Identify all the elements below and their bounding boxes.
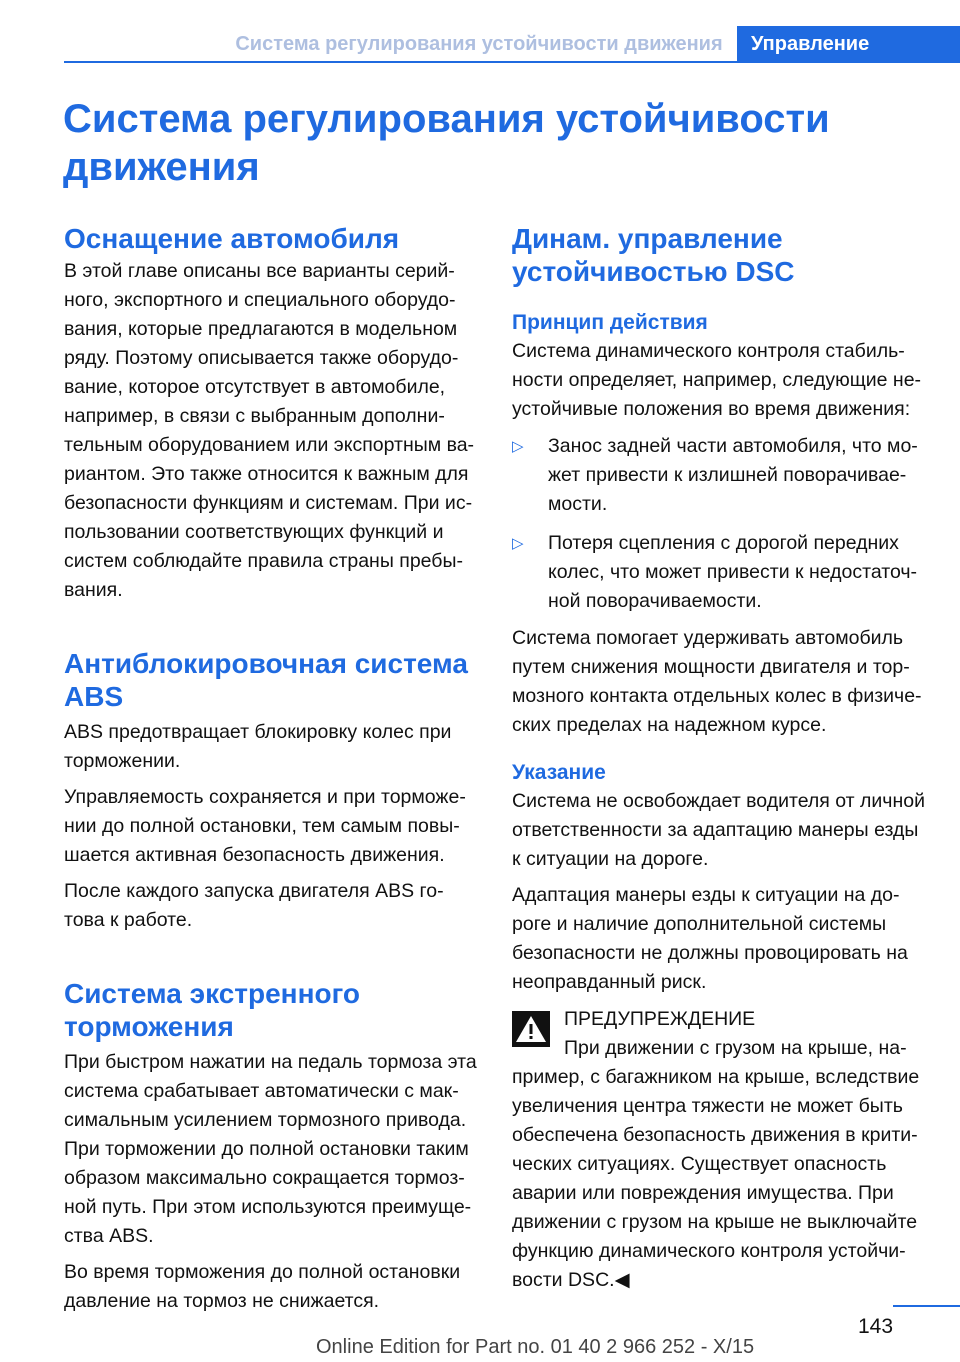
- paragraph-note-2: Адаптация манеры езды к ситуации на до-роге и наличие дополнительной системы безопасности не должны провоцировать на неоправданный риск.: [512, 884, 908, 993]
- paragraph-abs-2: Управляемость сохраняется и при торможе-нии до полной остановки, тем самым повы-шается активная безопасность движения.: [64, 786, 466, 866]
- running-header-section: Система регулирования устойчивости движения: [235, 32, 723, 55]
- heading-abs: Антиблокировочная система ABS: [64, 648, 468, 712]
- running-header-chapter: Управление: [737, 26, 960, 62]
- paragraph-abs-1: ABS предотвращает блокировку колес при торможении.: [64, 721, 452, 772]
- heading-principle: Принцип действия: [512, 311, 708, 334]
- paragraph-brake-1: При быстром нажатии на педаль тормоза эта система срабатывает автоматически с мак-симальным усилением тормозного привода. При торможении до полной остановки таким образом максимально сокращается тормоз-ной путь. При этом используются преимуще-ства ABS.: [64, 1051, 477, 1247]
- left-column: [64, 222, 484, 1316]
- heading-dsc: Динам. управление устойчивостью DSC: [512, 223, 795, 287]
- heading-equipment: Оснащение автомобиля: [64, 223, 400, 254]
- triangle-bullet-icon: ▷: [512, 535, 524, 552]
- warning-block: [512, 1005, 932, 1063]
- paragraph-note-1: Система не освобождает водителя от личной ответственности за адаптацию манеры езды к ситуации на дороге.: [512, 790, 925, 870]
- page-number: 143: [858, 1315, 894, 1338]
- page-title: Система регулирования устойчивости движения: [63, 97, 830, 189]
- header-rule: [64, 61, 960, 63]
- paragraph-equipment: В этой главе описаны все варианты серий-ного, экспортного и специального оборудо-вания, которые предлагаются в модельном ряду. Поэтому описывается также оборудо-вание, которое отсутствует в автомобиле, например, в связи с выбранным дополни-тельным оборудованием или экспортным ва-риантом. Это также относится к важным для безопасности функциям и системам. При ис-пользовании соответствующих функций и систем соблюдайте правила страны пребы-вания.: [64, 260, 475, 601]
- paragraph-brake-2: Во время торможения до полной остановки давление на тормоз не снижается.: [64, 1261, 461, 1312]
- warning-triangle-icon: [512, 1011, 550, 1047]
- warning-title: ПРЕДУПРЕЖДЕНИЕ: [564, 1008, 756, 1030]
- warning-text: пример, с багажником на крыше, вследствие увеличения центра тяжести не может быть обеспечена безопасность движения в крити-ческих ситуациях. Существует опасность аварии или повреждения имущества. При движении с грузом на крыше не выключайте функцию динамического контроля устойчи-вости DSC.◀: [512, 1066, 920, 1291]
- triangle-bullet-icon: ▷: [512, 438, 524, 455]
- paragraph-helps: Система помогает удерживать автомобиль путем снижения мощности двигателя и тор-мозного контакта отдельных колес в физиче-ских пределах на надежном курсе.: [512, 627, 922, 736]
- footer-rule: [893, 1305, 960, 1307]
- paragraph-abs-3: После каждого запуска двигателя ABS го-това к работе.: [64, 880, 444, 931]
- footer-edition: Online Edition for Part no. 01 40 2 966 252 - X/15: [316, 1336, 755, 1358]
- warning-first-line: При движении с грузом на крыше, на-: [564, 1037, 907, 1059]
- list-item-text: Занос задней части автомобиля, что мо-жет привести к излишней поворачивае-мости.: [548, 435, 918, 515]
- heading-emergency-brake: Система экстренного торможения: [64, 978, 361, 1042]
- heading-note: Указание: [512, 761, 606, 784]
- list-item-text: Потеря сцепления с дорогой передних колес, что может привести к недостаточ-ной поворачиваемости.: [548, 532, 918, 612]
- list-item: [512, 529, 932, 616]
- right-column: [512, 222, 932, 1295]
- paragraph-principle: Система динамического контроля стабиль-ности определяет, например, следующие не-устойчивые положения во время движения:: [512, 340, 922, 420]
- list-item: [512, 432, 932, 519]
